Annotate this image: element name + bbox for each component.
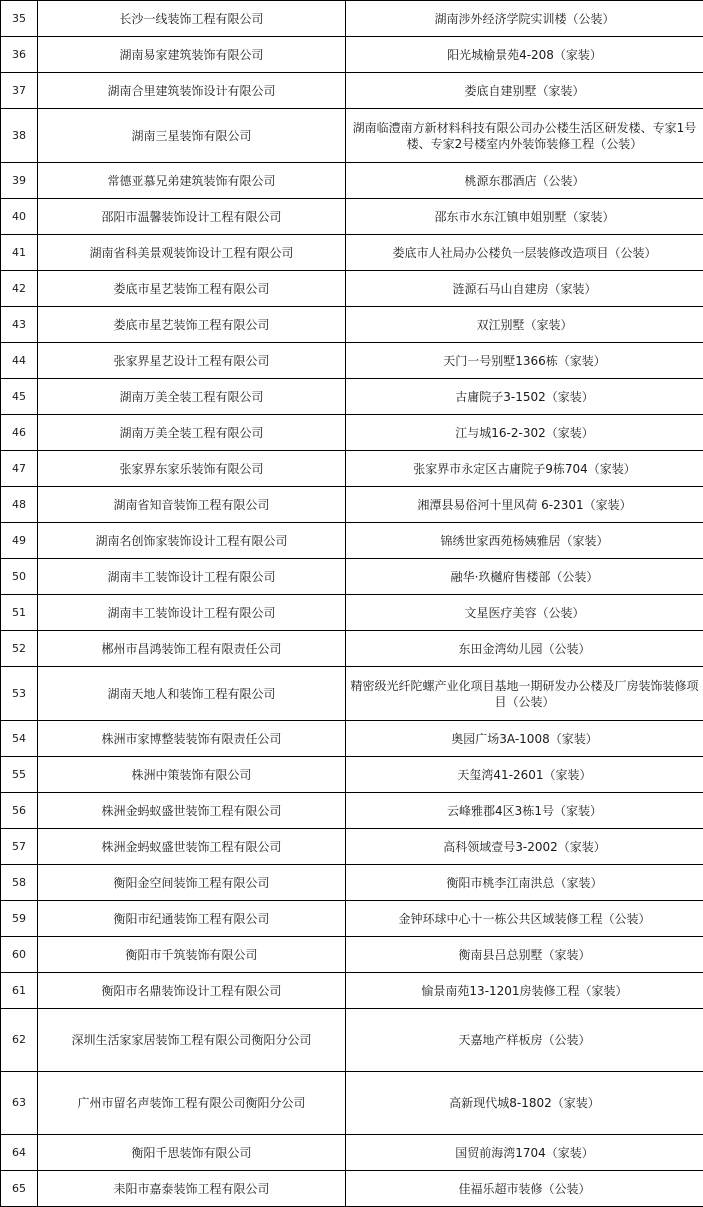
company-name-cell: 耒阳市嘉泰装饰工程有限公司 bbox=[38, 1171, 346, 1207]
project-name-cell: 双江别墅（家装） bbox=[346, 307, 703, 343]
project-name-cell: 高新现代城8-1802（家装） bbox=[346, 1072, 703, 1135]
project-name-cell: 国贸前海湾1704（家装） bbox=[346, 1135, 703, 1171]
row-number-cell: 40 bbox=[1, 199, 38, 235]
company-name-cell: 湖南省知音装饰工程有限公司 bbox=[38, 487, 346, 523]
row-number-cell: 38 bbox=[1, 109, 38, 163]
company-name-cell: 邵阳市温馨装饰设计工程有限公司 bbox=[38, 199, 346, 235]
table-row bbox=[1, 379, 703, 415]
project-name-cell: 佳福乐超市装修（公装） bbox=[346, 1171, 703, 1207]
row-number-cell: 41 bbox=[1, 235, 38, 271]
company-name-cell: 郴州市昌鸿装饰工程有限责任公司 bbox=[38, 631, 346, 667]
row-number-cell: 52 bbox=[1, 631, 38, 667]
project-name-cell: 娄底市人社局办公楼负一层装修改造项目（公装） bbox=[346, 235, 703, 271]
company-name-cell: 湖南丰工装饰设计工程有限公司 bbox=[38, 559, 346, 595]
table-row bbox=[1, 415, 703, 451]
table-row bbox=[1, 451, 703, 487]
company-name-cell: 广州市留名声装饰工程有限公司衡阳分公司 bbox=[38, 1072, 346, 1135]
table-row bbox=[1, 109, 703, 163]
project-name-cell: 邵东市水东江镇申姐别墅（家装） bbox=[346, 199, 703, 235]
company-name-cell: 湖南丰工装饰设计工程有限公司 bbox=[38, 595, 346, 631]
table-row bbox=[1, 1072, 703, 1135]
company-name-cell: 衡阳金空间装饰工程有限公司 bbox=[38, 865, 346, 901]
project-name-cell: 奥园广场3A-1008（家装） bbox=[346, 721, 703, 757]
company-name-cell: 湖南省科美景观装饰设计工程有限公司 bbox=[38, 235, 346, 271]
project-name-cell: 云峰雅郡4区3栋1号（家装） bbox=[346, 793, 703, 829]
table-row bbox=[1, 631, 703, 667]
project-name-cell: 精密级光纤陀螺产业化项目基地一期研发办公楼及厂房装饰装修项目（公装） bbox=[346, 667, 703, 721]
table-row bbox=[1, 793, 703, 829]
table-row bbox=[1, 901, 703, 937]
table-row bbox=[1, 829, 703, 865]
company-name-cell: 湖南天地人和装饰工程有限公司 bbox=[38, 667, 346, 721]
table-row bbox=[1, 271, 703, 307]
project-name-cell: 湘潭县易俗河十里风荷 6-2301（家装） bbox=[346, 487, 703, 523]
table-row bbox=[1, 235, 703, 271]
table-row bbox=[1, 757, 703, 793]
company-name-cell: 湖南名创饰家装饰设计工程有限公司 bbox=[38, 523, 346, 559]
company-name-cell: 深圳生活家家居装饰工程有限公司衡阳分公司 bbox=[38, 1009, 346, 1072]
project-name-cell: 天玺湾41-2601（家装） bbox=[346, 757, 703, 793]
company-name-cell: 娄底市星艺装饰工程有限公司 bbox=[38, 307, 346, 343]
table-row bbox=[1, 343, 703, 379]
row-number-cell: 37 bbox=[1, 73, 38, 109]
company-name-cell: 张家界东家乐装饰有限公司 bbox=[38, 451, 346, 487]
project-name-cell: 天嘉地产样板房（公装） bbox=[346, 1009, 703, 1072]
row-number-cell: 44 bbox=[1, 343, 38, 379]
table-row bbox=[1, 199, 703, 235]
project-name-cell: 古庸院子3-1502（家装） bbox=[346, 379, 703, 415]
table-row bbox=[1, 523, 703, 559]
project-name-cell: 娄底自建别墅（家装） bbox=[346, 73, 703, 109]
row-number-cell: 57 bbox=[1, 829, 38, 865]
company-name-cell: 衡阳千思装饰有限公司 bbox=[38, 1135, 346, 1171]
row-number-cell: 47 bbox=[1, 451, 38, 487]
project-name-cell: 东田金湾幼儿园（公装） bbox=[346, 631, 703, 667]
company-name-cell: 湖南易家建筑装饰有限公司 bbox=[38, 37, 346, 73]
table-row bbox=[1, 559, 703, 595]
project-name-cell: 涟源石马山自建房（家装） bbox=[346, 271, 703, 307]
row-number-cell: 61 bbox=[1, 973, 38, 1009]
table-row bbox=[1, 937, 703, 973]
table-row bbox=[1, 37, 703, 73]
row-number-cell: 60 bbox=[1, 937, 38, 973]
table-row bbox=[1, 1009, 703, 1072]
table-row bbox=[1, 973, 703, 1009]
table-row bbox=[1, 1171, 703, 1207]
project-name-cell: 文星医疗美容（公装） bbox=[346, 595, 703, 631]
table-row bbox=[1, 307, 703, 343]
table-body bbox=[1, 1, 703, 1207]
table-row bbox=[1, 73, 703, 109]
project-name-cell: 张家界市永定区古庸院子9栋704（家装） bbox=[346, 451, 703, 487]
company-name-cell: 湖南万美全装工程有限公司 bbox=[38, 379, 346, 415]
row-number-cell: 50 bbox=[1, 559, 38, 595]
company-name-cell: 娄底市星艺装饰工程有限公司 bbox=[38, 271, 346, 307]
company-name-cell: 张家界星艺设计工程有限公司 bbox=[38, 343, 346, 379]
row-number-cell: 45 bbox=[1, 379, 38, 415]
table-row bbox=[1, 865, 703, 901]
row-number-cell: 55 bbox=[1, 757, 38, 793]
project-name-cell: 高科领域壹号3-2002（家装） bbox=[346, 829, 703, 865]
row-number-cell: 64 bbox=[1, 1135, 38, 1171]
row-number-cell: 63 bbox=[1, 1072, 38, 1135]
project-name-cell: 湖南涉外经济学院实训楼（公装） bbox=[346, 1, 703, 37]
row-number-cell: 56 bbox=[1, 793, 38, 829]
company-name-cell: 常德亚慕兄弟建筑装饰有限公司 bbox=[38, 163, 346, 199]
table-row bbox=[1, 163, 703, 199]
project-name-cell: 桃源东郡酒店（公装） bbox=[346, 163, 703, 199]
project-name-cell: 衡阳市桃李江南洪总（家装） bbox=[346, 865, 703, 901]
project-name-cell: 阳光城榆景苑4-208（家装） bbox=[346, 37, 703, 73]
row-number-cell: 48 bbox=[1, 487, 38, 523]
company-name-cell: 湖南万美全装工程有限公司 bbox=[38, 415, 346, 451]
row-number-cell: 54 bbox=[1, 721, 38, 757]
row-number-cell: 53 bbox=[1, 667, 38, 721]
company-name-cell: 株洲金蚂蚁盛世装饰工程有限公司 bbox=[38, 793, 346, 829]
table-row bbox=[1, 595, 703, 631]
row-number-cell: 42 bbox=[1, 271, 38, 307]
company-name-cell: 湖南合里建筑装饰设计有限公司 bbox=[38, 73, 346, 109]
table-row bbox=[1, 721, 703, 757]
row-number-cell: 36 bbox=[1, 37, 38, 73]
row-number-cell: 59 bbox=[1, 901, 38, 937]
row-number-cell: 43 bbox=[1, 307, 38, 343]
row-number-cell: 49 bbox=[1, 523, 38, 559]
project-name-cell: 愉景南苑13-1201房装修工程（家装） bbox=[346, 973, 703, 1009]
table-row bbox=[1, 1135, 703, 1171]
project-name-cell: 锦绣世家西苑杨姨雅居（家装） bbox=[346, 523, 703, 559]
project-name-cell: 天门一号别墅1366栋（家装） bbox=[346, 343, 703, 379]
company-name-cell: 衡阳市千筑装饰有限公司 bbox=[38, 937, 346, 973]
company-name-cell: 株洲市家博整装装饰有限责任公司 bbox=[38, 721, 346, 757]
project-name-cell: 衡南县吕总别墅（家装） bbox=[346, 937, 703, 973]
project-name-cell: 融华·玖樾府售楼部（公装） bbox=[346, 559, 703, 595]
table-row bbox=[1, 667, 703, 721]
project-name-cell: 湖南临澧南方新材料科技有限公司办公楼生活区研发楼、专家1号楼、专家2号楼室内外装饰装修工程（公装） bbox=[346, 109, 703, 163]
row-number-cell: 51 bbox=[1, 595, 38, 631]
company-name-cell: 株洲金蚂蚁盛世装饰工程有限公司 bbox=[38, 829, 346, 865]
company-name-cell: 株洲中策装饰有限公司 bbox=[38, 757, 346, 793]
company-name-cell: 长沙一线装饰工程有限公司 bbox=[38, 1, 346, 37]
company-name-cell: 衡阳市纪通装饰工程有限公司 bbox=[38, 901, 346, 937]
table-row bbox=[1, 1, 703, 37]
row-number-cell: 35 bbox=[1, 1, 38, 37]
project-name-cell: 金钟环球中心十一栋公共区域装修工程（公装） bbox=[346, 901, 703, 937]
project-name-cell: 江与城16-2-302（家装） bbox=[346, 415, 703, 451]
company-name-cell: 衡阳市名鼎装饰设计工程有限公司 bbox=[38, 973, 346, 1009]
row-number-cell: 39 bbox=[1, 163, 38, 199]
row-number-cell: 46 bbox=[1, 415, 38, 451]
company-name-cell: 湖南三星装饰有限公司 bbox=[38, 109, 346, 163]
row-number-cell: 58 bbox=[1, 865, 38, 901]
row-number-cell: 65 bbox=[1, 1171, 38, 1207]
row-number-cell: 62 bbox=[1, 1009, 38, 1072]
table-row bbox=[1, 487, 703, 523]
